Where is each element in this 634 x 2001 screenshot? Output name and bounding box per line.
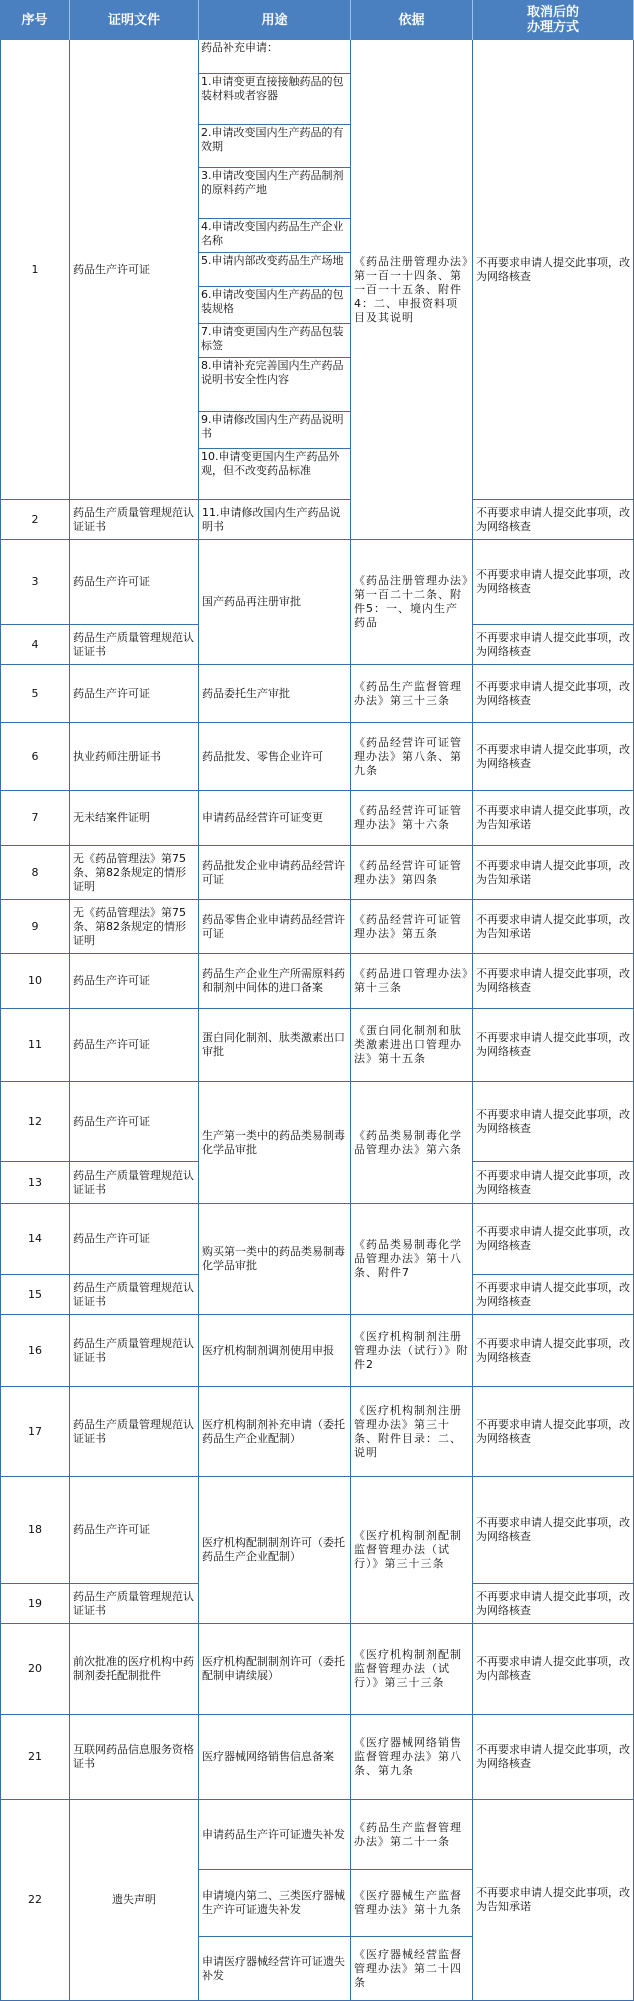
use-cell: 药品生产企业生产所需原料药和制剂中间体的进口备案 [199, 954, 351, 1009]
use-subitem: 8.申请补充完善国内生产药品说明书安全性内容 [199, 358, 350, 412]
use-cell: 药品零售企业申请药品经营许可证 [199, 900, 351, 954]
use-cell: 国产药品再注册审批 [199, 540, 351, 665]
use-cell: 申请医疗器械经营许可证遗失补发 [199, 1937, 351, 2001]
method-cell: 不再要求申请人提交此事项，改为网络核查 [473, 40, 634, 500]
document-cell: 药品生产质量管理规范认证证书 [70, 1584, 199, 1624]
basis-cell: 《医疗机构制剂配制监督管理办法（试行）》第三十三条 [351, 1624, 473, 1715]
method-cell: 不再要求申请人提交此事项，改为网络核查 [473, 954, 634, 1009]
basis-cell: 《医疗机构制剂配制监督管理办法（试行）》第三十三条 [351, 1477, 473, 1624]
method-cell: 不再要求申请人提交此事项，改为网络核查 [473, 723, 634, 791]
use-cell: 医疗机构制剂调剂使用申报 [199, 1315, 351, 1387]
document-cell: 无《药品管理法》第75条、第82条规定的情形证明 [70, 846, 199, 900]
header-basis: 依据 [351, 0, 473, 40]
method-cell: 不再要求申请人提交此事项，改为网络核查 [473, 1387, 634, 1477]
document-cell: 药品生产质量管理规范认证证书 [70, 1275, 199, 1315]
use-cell: 药品批发、零售企业许可 [199, 723, 351, 791]
document-cell: 遗失声明 [70, 1800, 199, 2001]
document-cell: 药品生产许可证 [70, 1477, 199, 1584]
document-cell: 药品生产质量管理规范认证证书 [70, 625, 199, 665]
basis-cell: 《药品经营许可证管理办法》第八条、第九条 [351, 723, 473, 791]
row-number: 9 [0, 900, 70, 954]
method-cell: 不再要求申请人提交此事项，改为告知承诺 [473, 846, 634, 900]
method-cell: 不再要求申请人提交此事项，改为网络核查 [473, 1275, 634, 1315]
row-number: 3 [0, 540, 70, 625]
method-cell: 不再要求申请人提交此事项，改为内部核查 [473, 1624, 634, 1715]
use-subitem: 5.申请内部改变药品生产场地 [199, 253, 350, 287]
row-number: 4 [0, 625, 70, 665]
method-cell: 不再要求申请人提交此事项，改为告知承诺 [473, 900, 634, 954]
basis-cell: 《蛋白同化制剂和肽类激素进出口管理办法》第十五条 [351, 1009, 473, 1082]
use-cell: 药品批发企业申请药品经营许可证 [199, 846, 351, 900]
document-cell: 前次批准的医疗机构中药制剂委托配制批件 [70, 1624, 199, 1715]
document-cell: 药品生产许可证 [70, 1204, 199, 1275]
row-number: 7 [0, 791, 70, 846]
document-cell: 无《药品管理法》第75条、第82条规定的情形证明 [70, 900, 199, 954]
row-number: 21 [0, 1715, 70, 1800]
use-subitem: 9.申请修改国内生产药品说明书 [199, 412, 350, 449]
method-cell: 不再要求申请人提交此事项，改为网络核查 [473, 1162, 634, 1204]
use-subitem: 药品补充申请： [199, 40, 350, 74]
basis-cell: 《药品类易制毒化学品管理办法》第六条 [351, 1082, 473, 1204]
use-cell: 医疗机构配制制剂许可（委托配制申请续展） [199, 1624, 351, 1715]
row-number: 15 [0, 1275, 70, 1315]
method-cell: 不再要求申请人提交此事项，改为网络核查 [473, 1584, 634, 1624]
use-list-cell [199, 40, 351, 500]
method-cell: 不再要求申请人提交此事项，改为网络核查 [473, 500, 634, 540]
header-use: 用途 [199, 0, 351, 40]
method-cell: 不再要求申请人提交此事项，改为告知承诺 [473, 791, 634, 846]
method-cell: 不再要求申请人提交此事项，改为网络核查 [473, 540, 634, 625]
row-number: 5 [0, 665, 70, 723]
document-cell: 药品生产质量管理规范认证证书 [70, 500, 199, 540]
document-cell: 药品生产许可证 [70, 954, 199, 1009]
method-cell: 不再要求申请人提交此事项，改为网络核查 [473, 1082, 634, 1162]
method-cell: 不再要求申请人提交此事项，改为网络核查 [473, 1715, 634, 1800]
basis-cell: 《医疗器械经营监督管理办法》第二十四条 [351, 1937, 473, 2001]
use-cell: 购买第一类中的药品类易制毒化学品审批 [199, 1204, 351, 1315]
basis-cell: 《药品经营许可证管理办法》第十六条 [351, 791, 473, 846]
use-subitem: 7.申请变更国内生产药品包装标签 [199, 324, 350, 358]
use-cell: 药品委托生产审批 [199, 665, 351, 723]
basis-cell: 《药品经营许可证管理办法》第四条 [351, 846, 473, 900]
document-cell: 互联网药品信息服务资格证书 [70, 1715, 199, 1800]
use-cell: 申请境内第二、三类医疗器械生产许可证遗失补发 [199, 1870, 351, 1937]
basis-cell: 《药品注册管理办法》第一百二十二条、附件5：一、境内生产药品 [351, 540, 473, 665]
document-cell: 药品生产许可证 [70, 1082, 199, 1162]
row-number: 6 [0, 723, 70, 791]
use-subitem: 1.申请变更直接接触药品的包装材料或者容器 [199, 74, 350, 125]
document-cell: 药品生产许可证 [70, 665, 199, 723]
row-number: 19 [0, 1584, 70, 1624]
row-number: 10 [0, 954, 70, 1009]
basis-cell: 《药品进口管理办法》第十三条 [351, 954, 473, 1009]
method-cell: 不再要求申请人提交此事项，改为网络核查 [473, 1009, 634, 1082]
document-cell: 药品生产许可证 [70, 540, 199, 625]
use-cell: 医疗机构配制制剂许可（委托药品生产企业配制） [199, 1477, 351, 1624]
method-cell: 不再要求申请人提交此事项，改为网络核查 [473, 625, 634, 665]
row-number: 20 [0, 1624, 70, 1715]
use-cell: 医疗机构制剂补充申请（委托药品生产企业配制） [199, 1387, 351, 1477]
row-number: 22 [0, 1800, 70, 2001]
use-cell: 医疗器械网络销售信息备案 [199, 1715, 351, 1800]
method-cell: 不再要求申请人提交此事项，改为网络核查 [473, 1204, 634, 1275]
row-number: 11 [0, 1009, 70, 1082]
method-cell: 不再要求申请人提交此事项，改为告知承诺 [473, 1800, 634, 2001]
document-cell: 药品生产许可证 [70, 1009, 199, 1082]
row-number: 14 [0, 1204, 70, 1275]
header-method: 取消后的 办理方式 [473, 0, 634, 40]
document-cell: 药品生产许可证 [70, 40, 199, 500]
row-number: 12 [0, 1082, 70, 1162]
use-subitem: 6.申请改变国内生产药品的包装规格 [199, 287, 350, 324]
use-subitem: 10.申请变更国内生产药品外观，但不改变药品标准 [201, 449, 340, 477]
document-cell: 药品生产质量管理规范认证证书 [70, 1162, 199, 1204]
use-cell: 申请药品经营许可证变更 [199, 791, 351, 846]
document-cell: 药品生产质量管理规范认证证书 [70, 1315, 199, 1387]
row-number: 2 [0, 500, 70, 540]
method-cell: 不再要求申请人提交此事项，改为网络核查 [473, 1477, 634, 1584]
use-subitem: 3.申请改变国内生产药品制剂的原料药产地 [199, 168, 350, 219]
use-cell: 11.申请修改国内生产药品说明书 [199, 500, 351, 540]
header-no: 序号 [0, 0, 70, 40]
document-cell: 药品生产质量管理规范认证证书 [70, 1387, 199, 1477]
header-document: 证明文件 [70, 0, 199, 40]
row-number: 1 [0, 40, 70, 500]
basis-cell: 《药品类易制毒化学品管理办法》第十八条、附件7 [351, 1204, 473, 1315]
document-cell: 执业药师注册证书 [70, 723, 199, 791]
row-number: 13 [0, 1162, 70, 1204]
use-subitem: 4.申请改变国内药品生产企业名称 [199, 219, 350, 253]
row-number: 16 [0, 1315, 70, 1387]
basis-cell: 《医疗器械生产监督管理办法》第十九条 [351, 1870, 473, 1937]
use-cell: 蛋白同化制剂、肽类激素出口审批 [199, 1009, 351, 1082]
basis-cell: 《药品生产监督管理办法》第二十一条 [351, 1800, 473, 1870]
row-number: 8 [0, 846, 70, 900]
document-cell: 无未结案件证明 [70, 791, 199, 846]
use-cell: 生产第一类中的药品类易制毒化学品审批 [199, 1082, 351, 1204]
basis-cell: 《医疗机构制剂注册管理办法》第三十条、附件目录：二、说明 [351, 1387, 473, 1477]
basis-cell: 《药品注册管理办法》第一百一十四条、第一百一十五条、附件4：二、申报资料项目及其说明 [351, 40, 473, 540]
row-number: 18 [0, 1477, 70, 1584]
row-number: 17 [0, 1387, 70, 1477]
basis-cell: 《药品经营许可证管理办法》第五条 [351, 900, 473, 954]
basis-cell: 《医疗机构制剂注册管理办法（试行）》附件2 [351, 1315, 473, 1387]
method-cell: 不再要求申请人提交此事项，改为网络核查 [473, 665, 634, 723]
basis-cell: 《药品生产监督管理办法》第三十三条 [351, 665, 473, 723]
method-cell: 不再要求申请人提交此事项，改为网络核查 [473, 1315, 634, 1387]
basis-cell: 《医疗器械网络销售监督管理办法》第八条、第九条 [351, 1715, 473, 1800]
use-cell: 申请药品生产许可证遗失补发 [199, 1800, 351, 1870]
use-subitem: 2.申请改变国内生产药品的有效期 [199, 125, 350, 168]
